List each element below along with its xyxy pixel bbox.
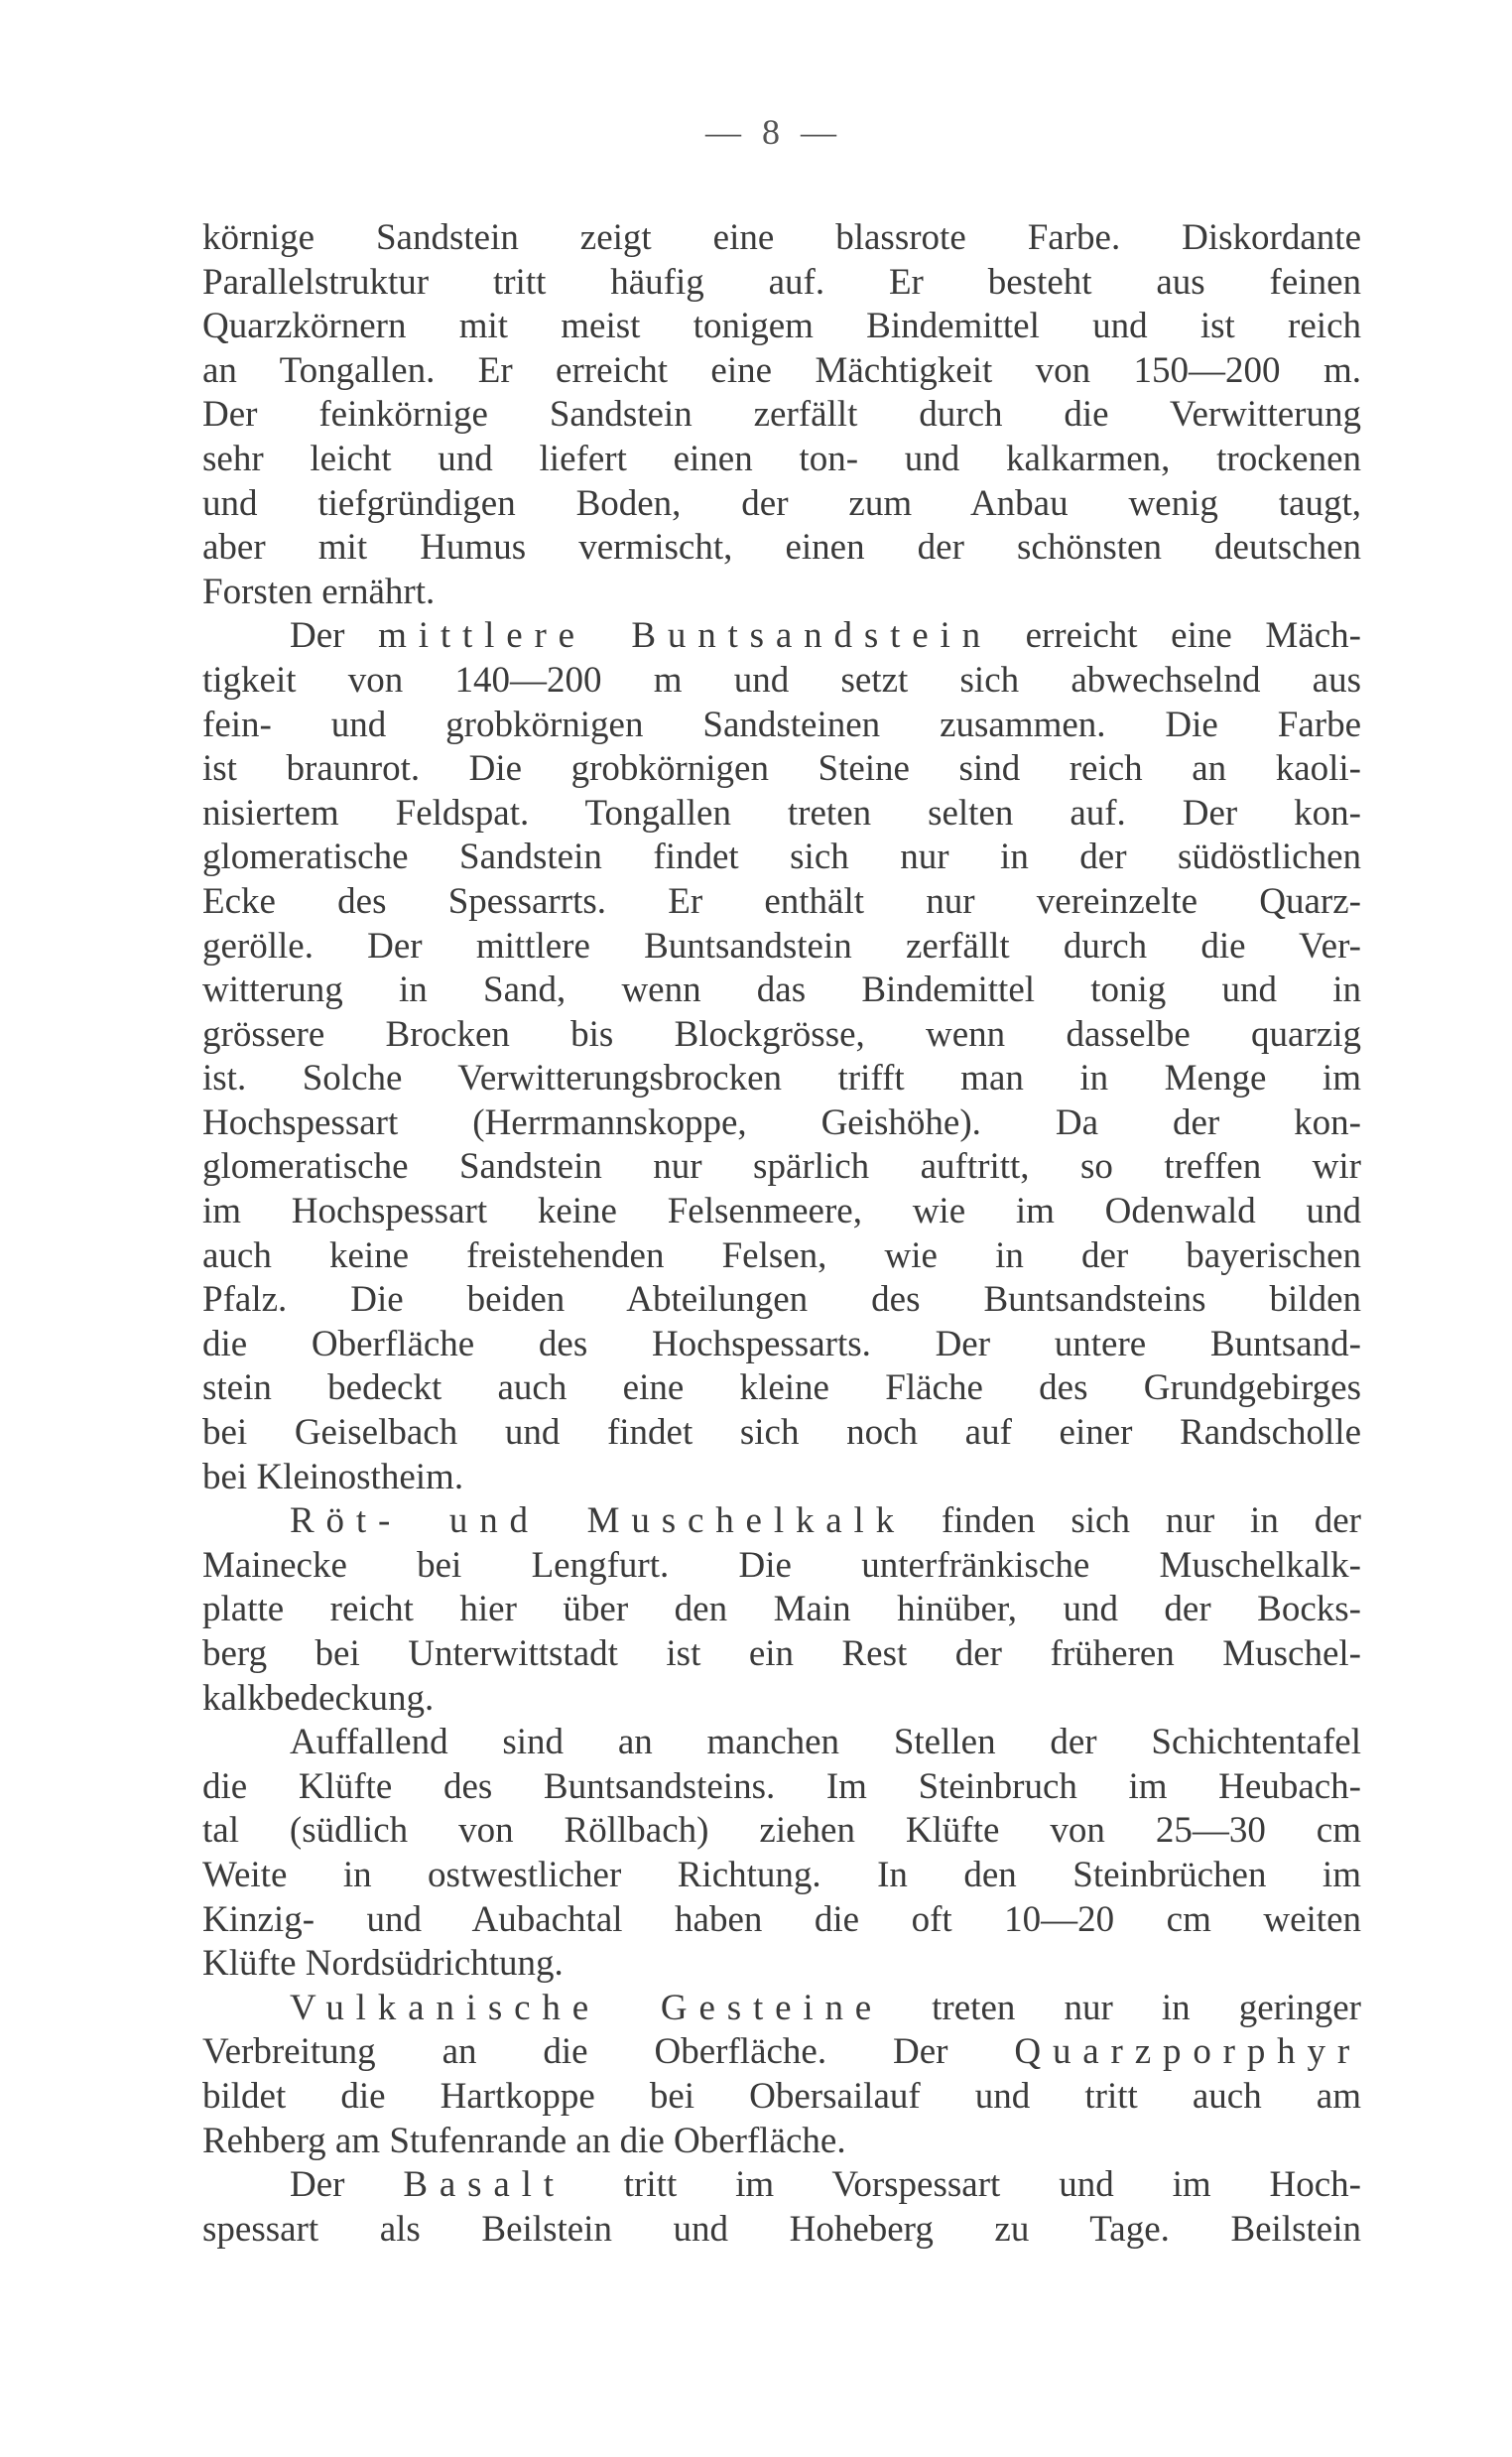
text-line-with-spaced: [202, 2030, 1361, 2075]
text-line: und tiefgründigen Boden, der zum Anbau wenig taugt,: [202, 482, 1361, 524]
text-line: Pfalz. Die beiden Abteilungen des Buntsandsteins bilden: [202, 1279, 1361, 1321]
text-line: spessart als Beilstein und Hoheberg zu Tage. Beilstein: [202, 2208, 1361, 2250]
text-line: kalkbedeckung.: [202, 1677, 435, 1719]
spaced-term: Quarzporphyr: [1014, 2031, 1361, 2073]
text-line: Ecke des Spessarrts. Er enthält nur vereinzelte Quarz-: [202, 880, 1361, 922]
text-line-with-spaced: [202, 1499, 1361, 1544]
spaced-term: Vulkanische Gesteine: [290, 1987, 884, 2028]
text-line: stein bedeckt auch eine kleine Fläche des Grundgebirges: [202, 1367, 1361, 1409]
text-line: aber mit Humus vermischt, einen der schönsten deutschen: [202, 527, 1361, 569]
spaced-term: Basalt: [403, 2164, 566, 2206]
text-line: bildet die Hartkoppe bei Obersailauf und tritt auch am: [202, 2075, 1361, 2117]
text-line: berg bei Unterwittstadt ist ein Rest der früheren Muschel-: [202, 1633, 1361, 1674]
text-line: bei Geiselbach und findet sich noch auf einer Randscholle: [202, 1412, 1361, 1454]
text-run: Der: [290, 615, 379, 657]
text-run: Der: [290, 2164, 404, 2206]
text-line: Hochspessart (Herrmannskoppe, Geishöhe). Da der kon-: [202, 1101, 1361, 1143]
text-line: platte reicht hier über den Main hinüber, und der Bocks-: [202, 1589, 1361, 1630]
text-run: Verbreitung an die Oberfläche. Der: [202, 2031, 1015, 2073]
text-line-with-spaced: [202, 614, 1361, 659]
text-line: glomeratische Sandstein findet sich nur in der südöstlichen: [202, 837, 1361, 878]
text-line: die Klüfte des Buntsandsteins. Im Steinbruch im Heubach-: [202, 1765, 1361, 1807]
spaced-term: Röt- und Muschelkalk: [290, 1500, 907, 1542]
text-line: grössere Brocken bis Blockgrösse, wenn dasselbe quarzig: [202, 1013, 1361, 1055]
text-line: Klüfte Nordsüdrichtung.: [202, 1943, 564, 1985]
text-line: körnige Sandstein zeigt eine blassrote Farbe. Diskordante: [202, 217, 1361, 258]
text-line: Mainecke bei Lengfurt. Die unterfränkische Muschelkalk-: [202, 1544, 1361, 1586]
text-line: Der feinkörnige Sandstein zerfällt durch die Verwitterung: [202, 394, 1361, 436]
text-line: glomeratische Sandstein nur spärlich auftritt, so treffen wir: [202, 1146, 1361, 1188]
spaced-term: mittlere Buntsandstein: [378, 615, 992, 657]
text-line: Quarzkörnern mit meist tonigem Bindemittel und ist reich: [202, 306, 1361, 347]
text-line: gerölle. Der mittlere Buntsandstein zerfällt durch die Ver-: [202, 925, 1361, 967]
text-line-with-spaced: [202, 2163, 1361, 2208]
text-line: bei Kleinostheim.: [202, 1456, 464, 1497]
text-line: sehr leicht und liefert einen ton- und kalkarmen, trockenen: [202, 438, 1361, 479]
text-line: Forsten ernährt.: [202, 571, 436, 612]
text-line: tigkeit von 140—200 m und setzt sich abwechselnd aus: [202, 659, 1361, 701]
text-run: erreicht eine Mäch-: [991, 615, 1361, 657]
text-line: auch keine freistehenden Felsen, wie in der bayerischen: [202, 1234, 1361, 1276]
text-line-with-spaced: [202, 1987, 1361, 2031]
page-number: — 8 —: [705, 112, 842, 152]
text-line: Weite in ostwestlicher Richtung. In den Steinbrüchen im: [202, 1854, 1361, 1895]
text-line: witterung in Sand, wenn das Bindemittel tonig und in: [202, 970, 1361, 1011]
text-run: treten nur in geringer: [883, 1987, 1361, 2028]
text-line: Rehberg am Stufenrande an die Oberfläche.: [202, 2120, 846, 2161]
text-line: die Oberfläche des Hochspessarts. Der untere Buntsand-: [202, 1323, 1361, 1364]
text-line: Auffallend sind an manchen Stellen der Schichtentafel: [290, 1722, 1361, 1763]
text-line: im Hochspessart keine Felsenmeere, wie im Odenwald und: [202, 1191, 1361, 1232]
text-line: an Tongallen. Er erreicht eine Mächtigkeit von 150—200 m.: [202, 349, 1361, 391]
text-run: tritt im Vorspessart und im Hoch-: [565, 2164, 1361, 2206]
body-text: [202, 216, 1361, 2252]
text-line: nisiertem Feldspat. Tongallen treten selten auf. Der kon-: [202, 792, 1361, 834]
text-line: Parallelstruktur tritt häufig auf. Er besteht aus feinen: [202, 261, 1361, 303]
text-line: ist. Solche Verwitterungsbrocken trifft man in Menge im: [202, 1058, 1361, 1099]
text-run: finden sich nur in der: [906, 1500, 1361, 1542]
text-line: ist braunrot. Die grobkörnigen Steine sind reich an kaoli-: [202, 748, 1361, 790]
text-line: fein- und grobkörnigen Sandsteinen zusammen. Die Farbe: [202, 704, 1361, 745]
text-line: Kinzig- und Aubachtal haben die oft 10—20 cm weiten: [202, 1898, 1361, 1940]
text-line: tal (südlich von Röllbach) ziehen Klüfte von 25—30 cm: [202, 1810, 1361, 1852]
